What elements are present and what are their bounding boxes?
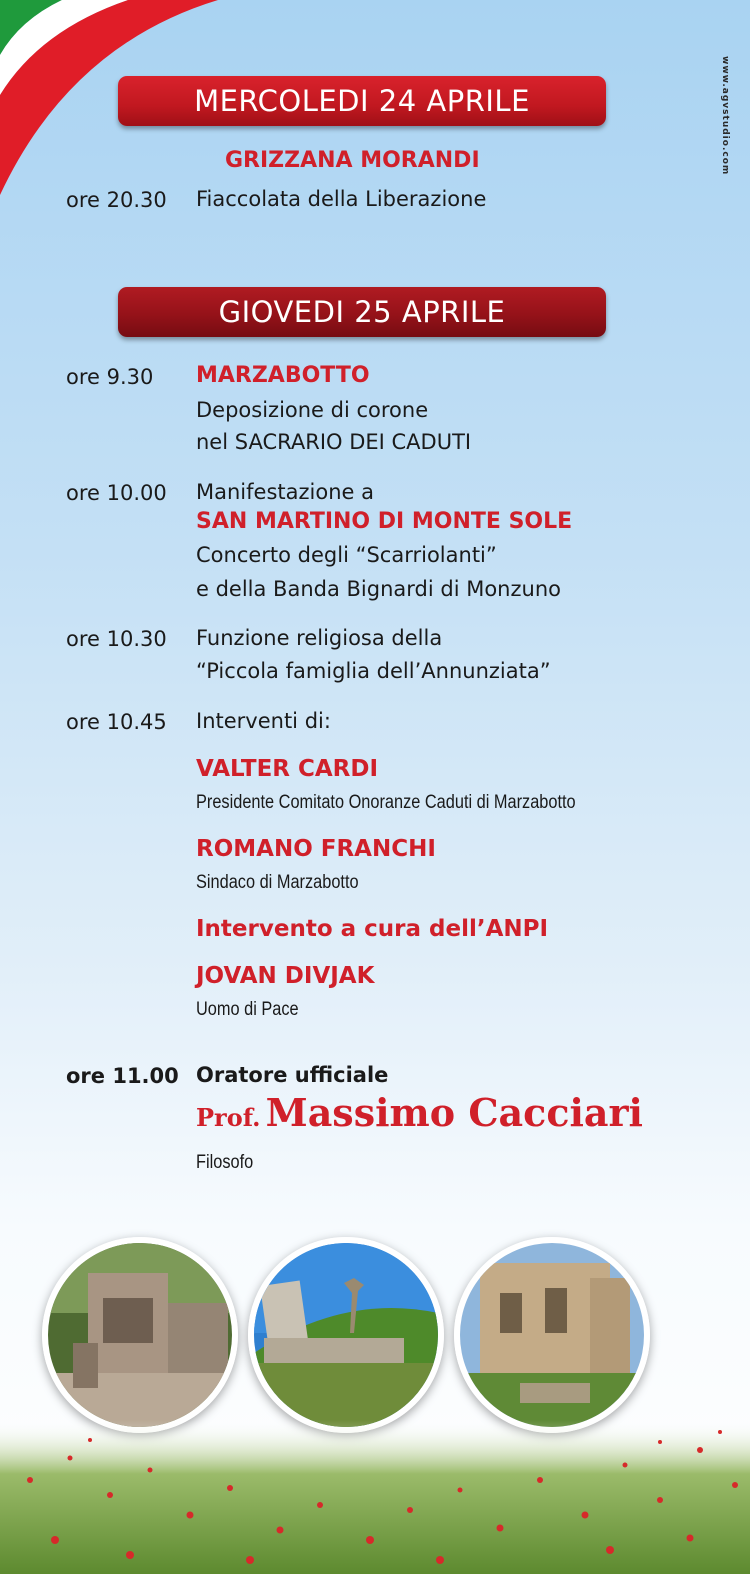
church-ruins-photo-icon [454, 1237, 650, 1433]
e4-text: Interventi di: [196, 709, 331, 733]
keynote-title: Prof. [196, 1103, 261, 1132]
e2-line1: Manifestazione a [196, 480, 374, 504]
ruins-photo-icon [42, 1237, 238, 1433]
speaker-name: ROMANO FRANCHI [196, 836, 436, 862]
speaker-role: Sindaco di Marzabotto [196, 872, 359, 893]
e3-line1: Funzione religiosa della [196, 626, 443, 650]
day1-place: GRIZZANA MORANDI [225, 148, 480, 173]
e2-line2: Concerto degli “Scarriolanti” [196, 543, 497, 567]
e3-time: ore 10.30 [66, 627, 167, 651]
e3-line2: “Piccola famiglia dell’Annunziata” [196, 659, 551, 683]
e1-time: ore 9.30 [66, 365, 154, 389]
e4-time: ore 10.45 [66, 710, 167, 734]
day2-banner: GIOVEDI 25 APRILE [118, 287, 606, 337]
studio-credit: www.agvstudio.com [720, 56, 730, 176]
monument-photo-icon [248, 1237, 444, 1433]
e1-place: MARZABOTTO [196, 363, 370, 388]
speaker-name: Intervento a cura dell’ANPI [196, 916, 549, 942]
e5-text: Oratore ufficiale [196, 1063, 389, 1087]
day1-banner: MERCOLEDI 24 APRILE [118, 76, 606, 126]
day1-event-text: Fiaccolata della Liberazione [196, 187, 487, 211]
speaker-role: Presidente Comitato Onoranze Caduti di Marzabotto [196, 792, 576, 813]
e2-place: SAN MARTINO DI MONTE SOLE [196, 509, 573, 534]
e2-time: ore 10.00 [66, 481, 167, 505]
keynote-role: Filosofo [196, 1152, 254, 1173]
day1-event-time: ore 20.30 [66, 188, 167, 212]
e2-line3: e della Banda Bignardi di Monzuno [196, 577, 561, 601]
poppy-meadow-icon [0, 1420, 750, 1574]
e1-line2: nel SACRARIO DEI CADUTI [196, 430, 472, 454]
e1-line1: Deposizione di corone [196, 398, 429, 422]
speaker-name: JOVAN DIVJAK [196, 963, 375, 989]
keynote-speaker [196, 1090, 643, 1135]
speaker-role: Uomo di Pace [196, 999, 299, 1020]
speaker-name: VALTER CARDI [196, 756, 379, 782]
e5-time: ore 11.00 [66, 1064, 179, 1088]
keynote-name: Massimo Cacciari [265, 1090, 643, 1135]
